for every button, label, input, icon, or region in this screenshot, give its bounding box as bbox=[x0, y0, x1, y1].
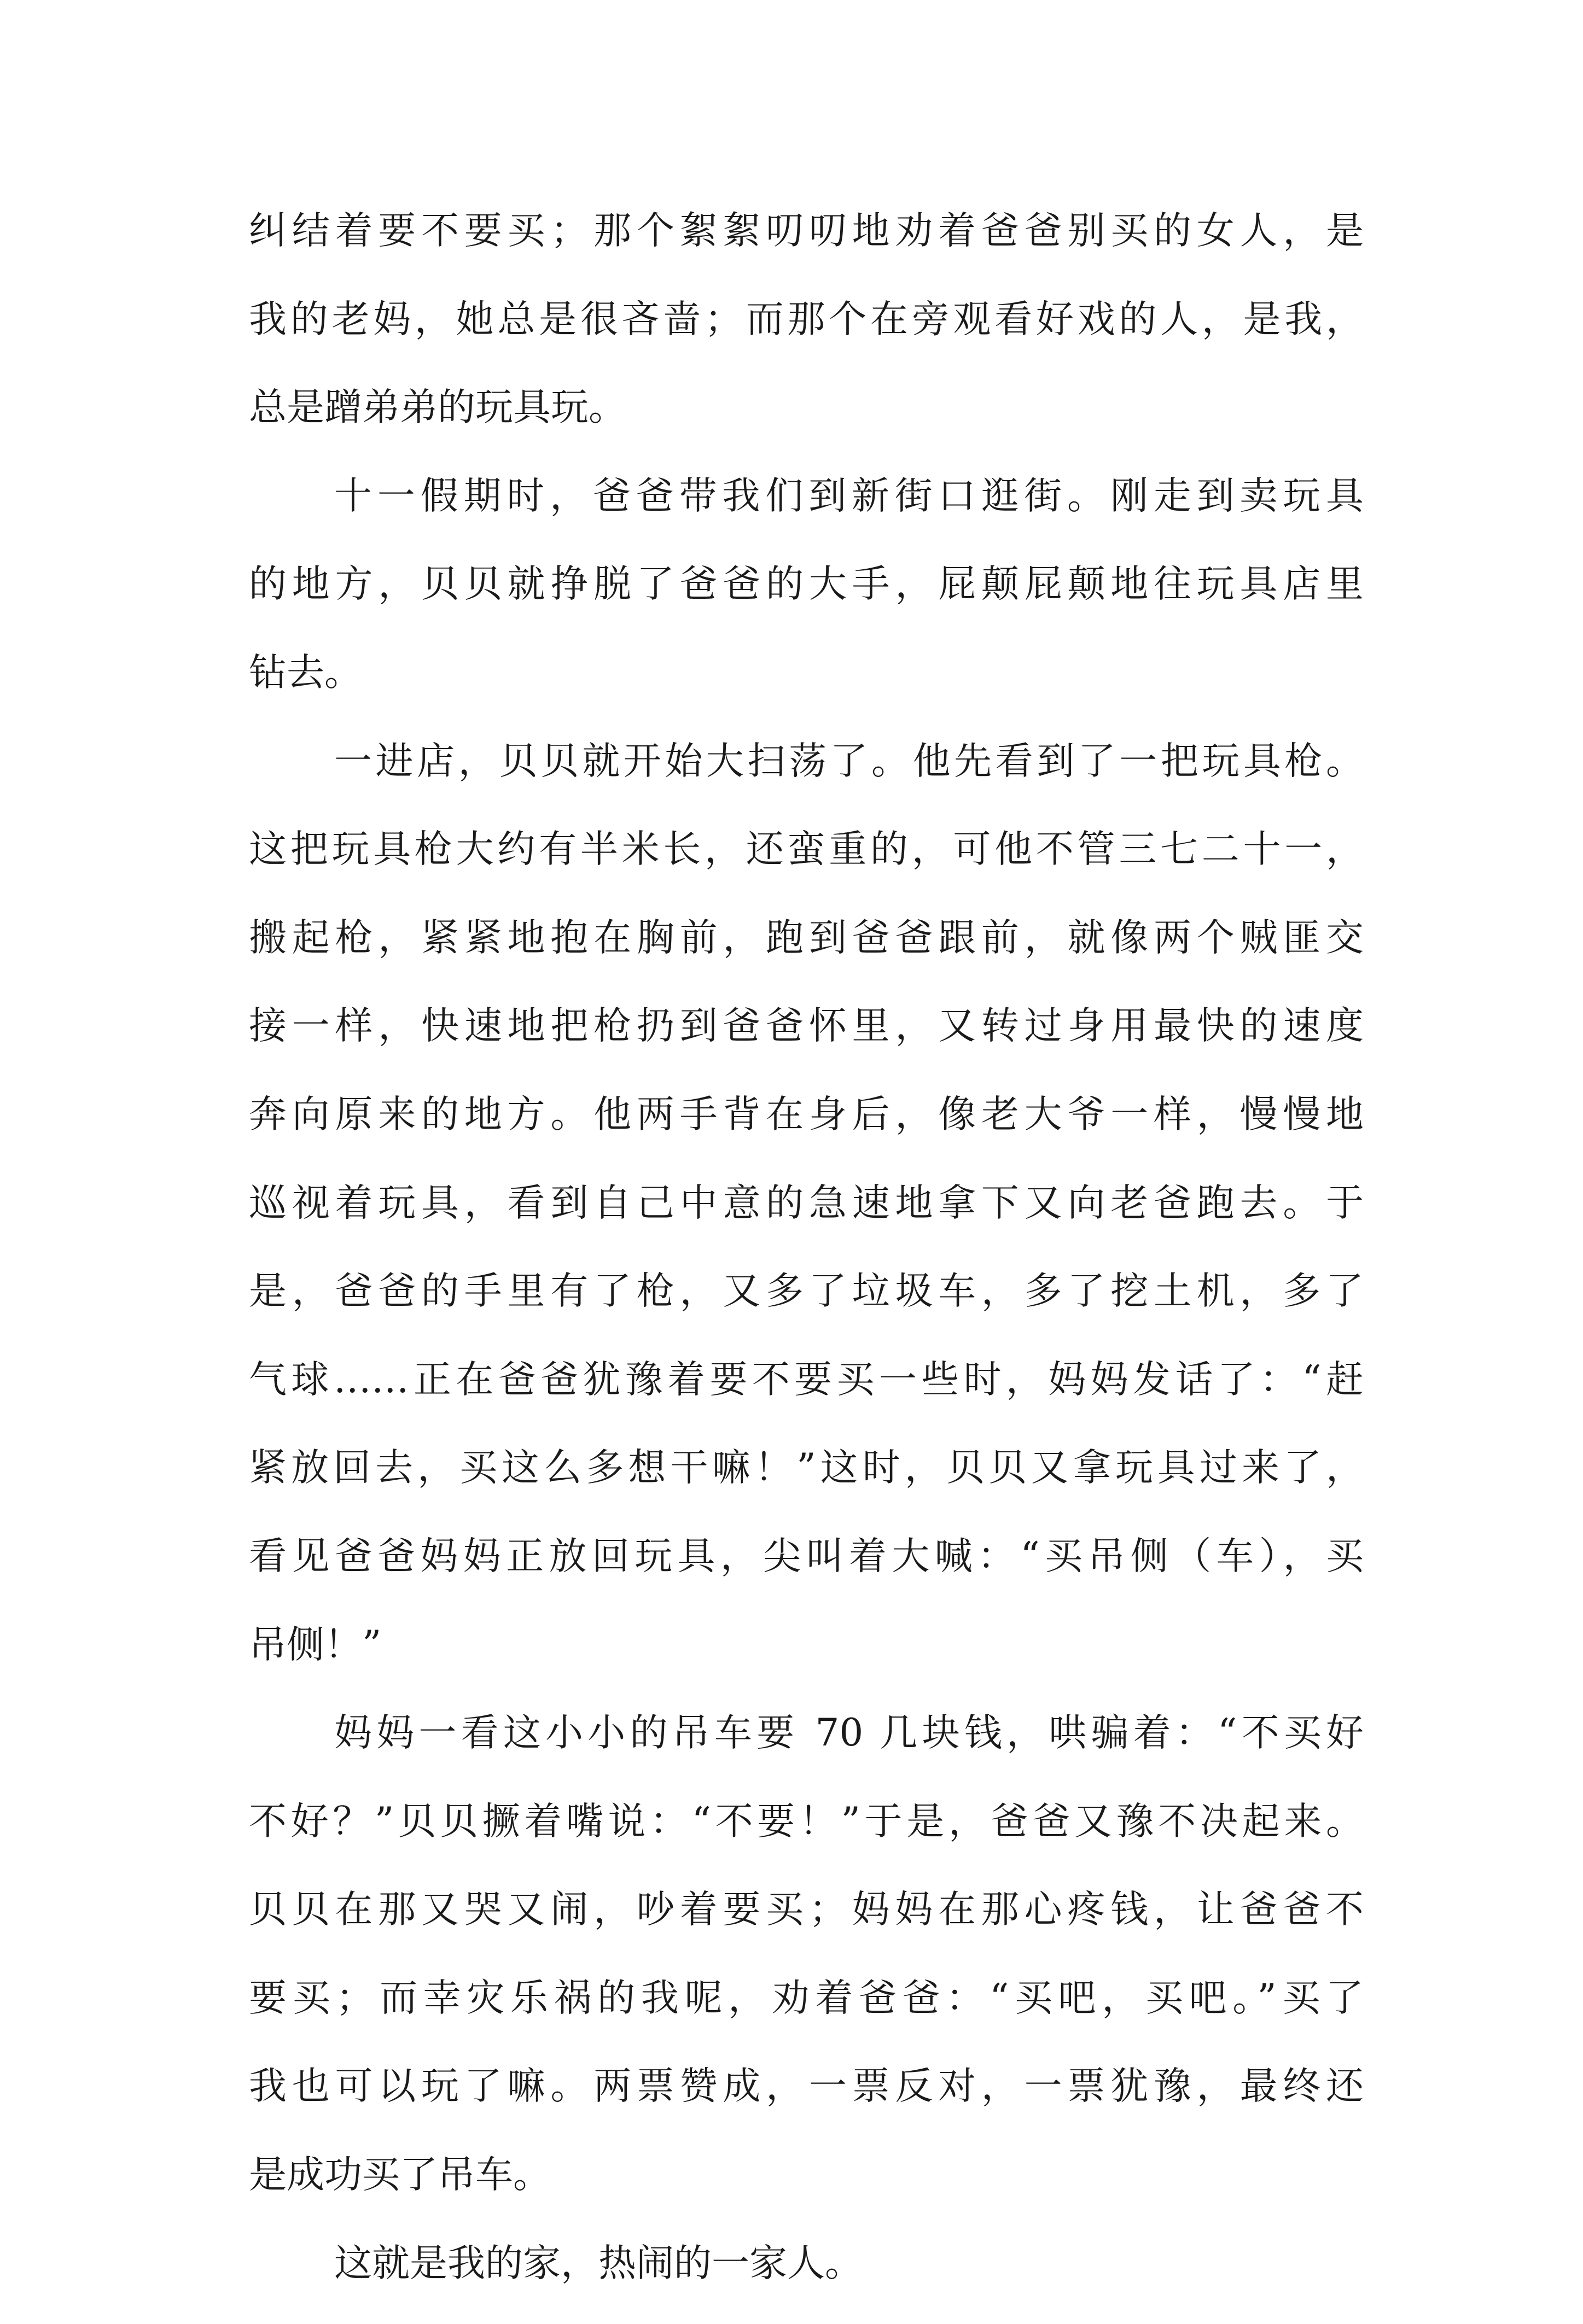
text-line: 钻去。 bbox=[249, 650, 362, 694]
text-line: 搬起枪，紧紧地抱在胸前，跑到爸爸跟前，就像两个贼匪交 bbox=[249, 915, 1364, 960]
text-line: 不好？”贝贝撅着嘴说：“不要！”于是，爸爸又豫不决起来。 bbox=[249, 1799, 1364, 1843]
text-line: 看见爸爸妈妈正放回玩具，尖叫着大喊：“买吊侧（车），买 bbox=[249, 1534, 1364, 1578]
text-line: 我也可以玩了嘛。两票赞成，一票反对，一票犹豫，最终还 bbox=[249, 2064, 1364, 2109]
text-line: 这把玩具枪大约有半米长，还蛮重的，可他不管三七二十一， bbox=[249, 827, 1364, 872]
paragraph-first-line: 这就是我的家，热闹的一家人。 bbox=[334, 2241, 863, 2285]
text-line: 接一样，快速地把枪扔到爸爸怀里，又转过身用最快的速度 bbox=[249, 1004, 1364, 1048]
text-line: 贝贝在那又哭又闹，吵着要买；妈妈在那心疼钱，让爸爸不 bbox=[249, 1888, 1364, 1932]
text-line: 是，爸爸的手里有了枪，又多了垃圾车，多了挖土机，多了 bbox=[249, 1269, 1364, 1313]
text-line: 纠结着要不要买；那个絮絮叨叨地劝着爸爸别买的女人，是 bbox=[249, 209, 1364, 253]
paragraph-first-line: 妈妈一看这小小的吊车要 70 几块钱，哄骗着：“不买好 bbox=[334, 1711, 1364, 1755]
document-body bbox=[249, 203, 1364, 2324]
text-line: 紧放回去，买这么多想干嘛！”这时，贝贝又拿玩具过来了， bbox=[249, 1446, 1364, 1490]
text-line: 是成功买了吊车。 bbox=[249, 2153, 551, 2197]
text-line: 的地方，贝贝就挣脱了爸爸的大手，屁颠屁颠地往玩具店里 bbox=[249, 562, 1364, 606]
text-line: 奔向原来的地方。他两手背在身后，像老大爷一样，慢慢地 bbox=[249, 1092, 1364, 1136]
text-line: 巡视着玩具，看到自己中意的急速地拿下又向老爸跑去。于 bbox=[249, 1181, 1364, 1225]
text-line: 总是蹭弟弟的玩具玩。 bbox=[249, 386, 626, 430]
paragraph-first-line: 一进店，贝贝就开始大扫荡了。他先看到了一把玩具枪。 bbox=[334, 739, 1364, 783]
text-line: 要买；而幸灾乐祸的我呢，劝着爸爸：“买吧，买吧。”买了 bbox=[249, 1976, 1364, 2020]
paragraph-first-line: 十一假期时，爸爸带我们到新街口逛街。刚走到卖玩具 bbox=[334, 474, 1364, 518]
text-line: 我的老妈，她总是很吝啬；而那个在旁观看好戏的人，是我， bbox=[249, 297, 1364, 341]
text-line: 吊侧！” bbox=[249, 1622, 382, 1667]
text-line: 气球……正在爸爸犹豫着要不要买一些时，妈妈发话了：“赶 bbox=[249, 1357, 1364, 1402]
